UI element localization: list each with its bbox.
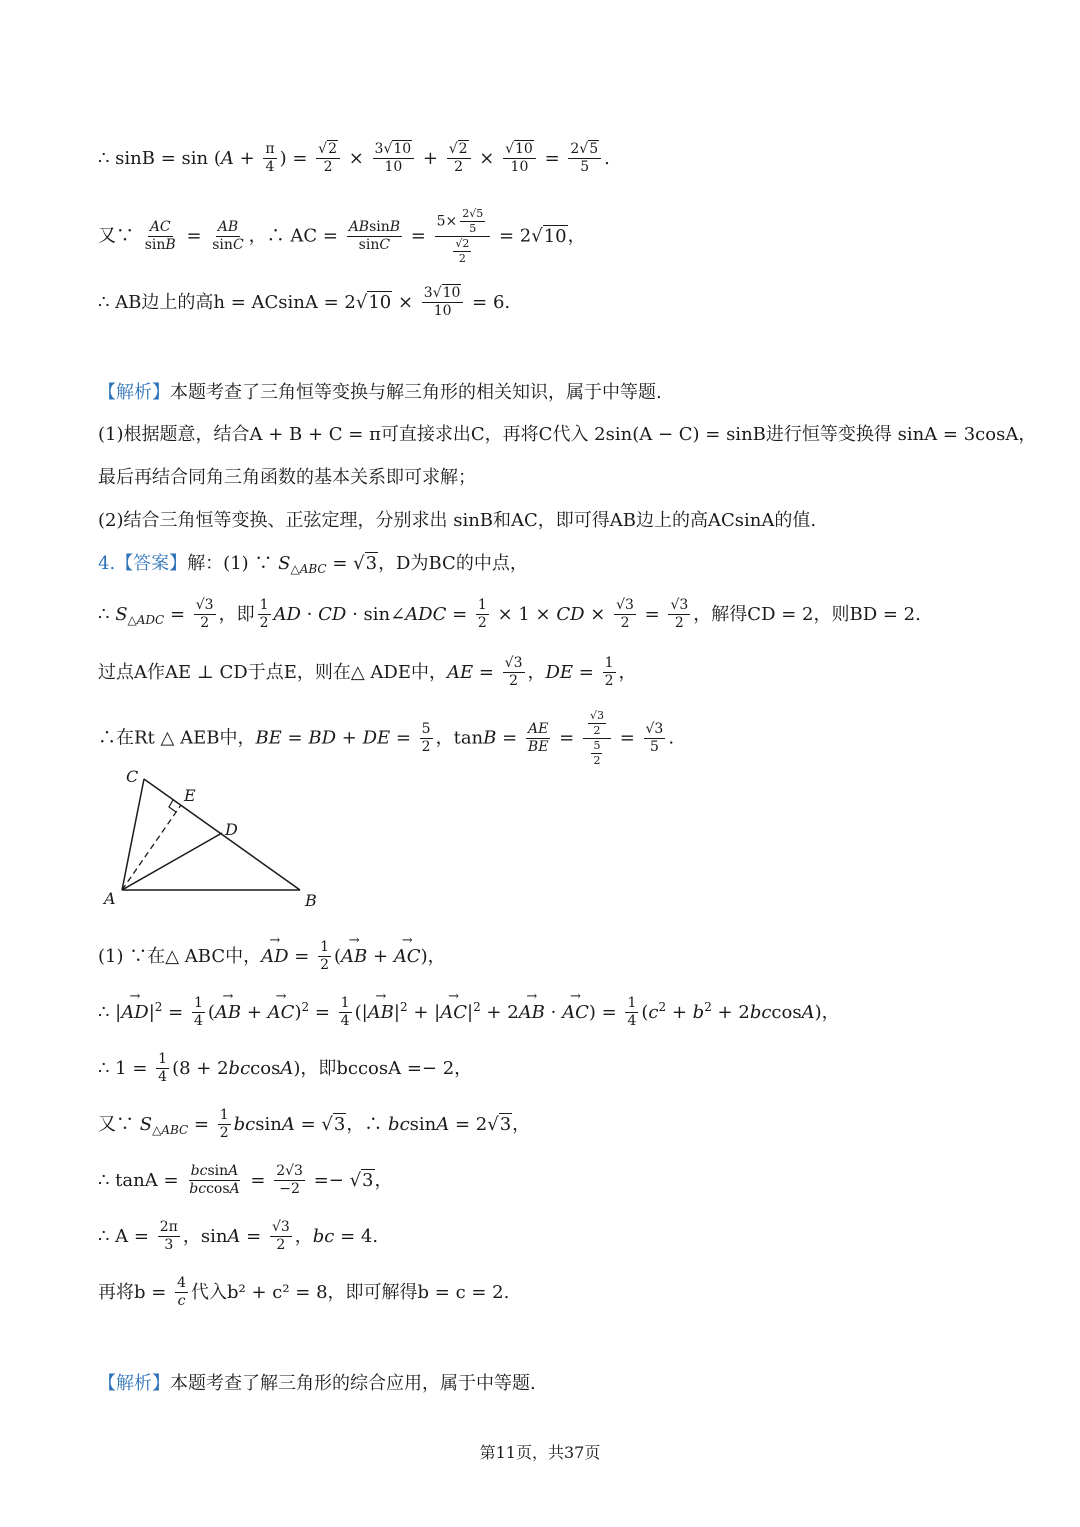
side-CA xyxy=(122,779,144,890)
equation-A: ∴ A = $\frac{2\pi}{3}$ ，sinA = $\frac{√3}{2}$ ，bc = 4. xyxy=(98,1219,379,1254)
label-B: B xyxy=(305,891,317,910)
analysis-step-1-cont: 最后再结合同角三角函数的基本关系即可求解； xyxy=(98,467,476,488)
equation-area-ADC: ∴ $S_{\triangle ADC}$ = $\frac{√3}{2}$ ，即 $\frac{1}{2}$ AD · CD · sin∠ADC = $\frac{1}{2}$ × 1 × CD × $\frac{√3}{2}$ = $\frac{√3}{2}$ ，解得CD = 2，则BD = 2. xyxy=(98,597,921,632)
equation-sinB: ∴ sinB = sin (A + $\frac{\pi}{4}$ ) = $\frac{√2}{2}$ × $\frac{3√10}{10}$ + $\frac{√2}{2}$ × $\frac{√10}{10}$ = $\frac{2√5}{5}$ . xyxy=(98,141,610,176)
equation-tanB: ∴在Rt △ AEB中，BE = BD + DE = $\frac{5}{2}$ ，tanB = $\frac{AE}{BE}$ = $\frac{\frac{√3}{2}}{\frac{5}{2}}$ = $\frac{√3}{5}$ . xyxy=(98,709,675,768)
equation-AD-squared: ∴ $|AD \to|^2$ = $\frac{1}{4}$ (AB → + AC →)$^2$ = $\frac{1}{4}$ ($|AB \to|^2 + |AC \to|^2 + 2AB$ → · AC →) = $\frac{1}{4}$ $(c^2 + b^2 + 2bccosA)$， xyxy=(98,996,840,1030)
equation-AE-DE: 过点A作AE ⊥ CD于点E，则在△ ADE中，AE = $\frac{√3}{2}$ ，DE = $\frac{1}{2}$ ， xyxy=(98,655,637,690)
label-A: A xyxy=(104,889,116,908)
analysis-2: 【解析】本题考查了解三角形的综合应用，属于中等题. xyxy=(98,1373,536,1394)
analysis-1: 【解析】本题考查了三角恒等变换与解三角形的相关知识，属于中等题. xyxy=(98,382,662,403)
analysis-tag: 【解析】 xyxy=(98,382,170,403)
label-D: D xyxy=(225,820,238,839)
equation-final: 再将b = $\frac{4}{c}$ 代入b² + c² = 8，即可解得b = c = 2. xyxy=(98,1275,510,1310)
analysis-tag: 【解析】 xyxy=(98,1373,170,1394)
label-C: C xyxy=(126,767,139,786)
equation-tanA: ∴ tanA = $\frac{bcsinA}{bccosA}$ = $\frac{2√3}{-2}$ =− √3， xyxy=(98,1163,393,1198)
equation-area-ABC: 又∵ $S_{\triangle ABC}$ = $\frac{1}{2}$ bcsinA = √3，∴ bcsinA = 2√3， xyxy=(98,1107,531,1142)
triangle-figure xyxy=(100,765,330,910)
q4-answer-start: 4.【答案】解：(1) ∵ $S_{\triangle ABC} = √3$，D为BC的中点， xyxy=(98,553,528,576)
median-AD xyxy=(122,833,222,890)
equation-AC: 又∵ $\frac{AC}{\sin B}$ = $\frac{AB}{\sin C}$ ，∴ AC = $\frac{ABsinB}{\sin C}$ = 5× $\frac{2√5}{5}$ $\frac{√2}{2}$ = 2√10， xyxy=(98,207,586,266)
equation-vector-AD: (1) ∵在△ ABC中，AD → = $\frac{1}{2}$ (AB → + AC →)， xyxy=(98,940,446,974)
equation-height: ∴ AB边上的高h = ACsinA = 2√10 × $\frac{3√10}{10}$ = 6. xyxy=(98,285,511,320)
analysis-step-1: (1)根据题意，结合A + B + C = π可直接求出C，再将C代入 2sin(A − C) = sinB进行恒等变换得 sinA = 3cosA， xyxy=(98,424,1037,445)
equation-one: ∴ 1 = $\frac{1}{4}$ (8 + 2bccosA)，即bccosA =− 2， xyxy=(98,1051,473,1086)
analysis-step-2: (2)结合三角恒等变换、正弦定理，分别求出 sinB和AC，即可得AB边上的高ACsinA的值. xyxy=(98,510,817,531)
side-CB xyxy=(144,779,300,890)
label-E: E xyxy=(184,786,196,805)
page-footer: 第11页，共37页 xyxy=(479,1443,601,1462)
